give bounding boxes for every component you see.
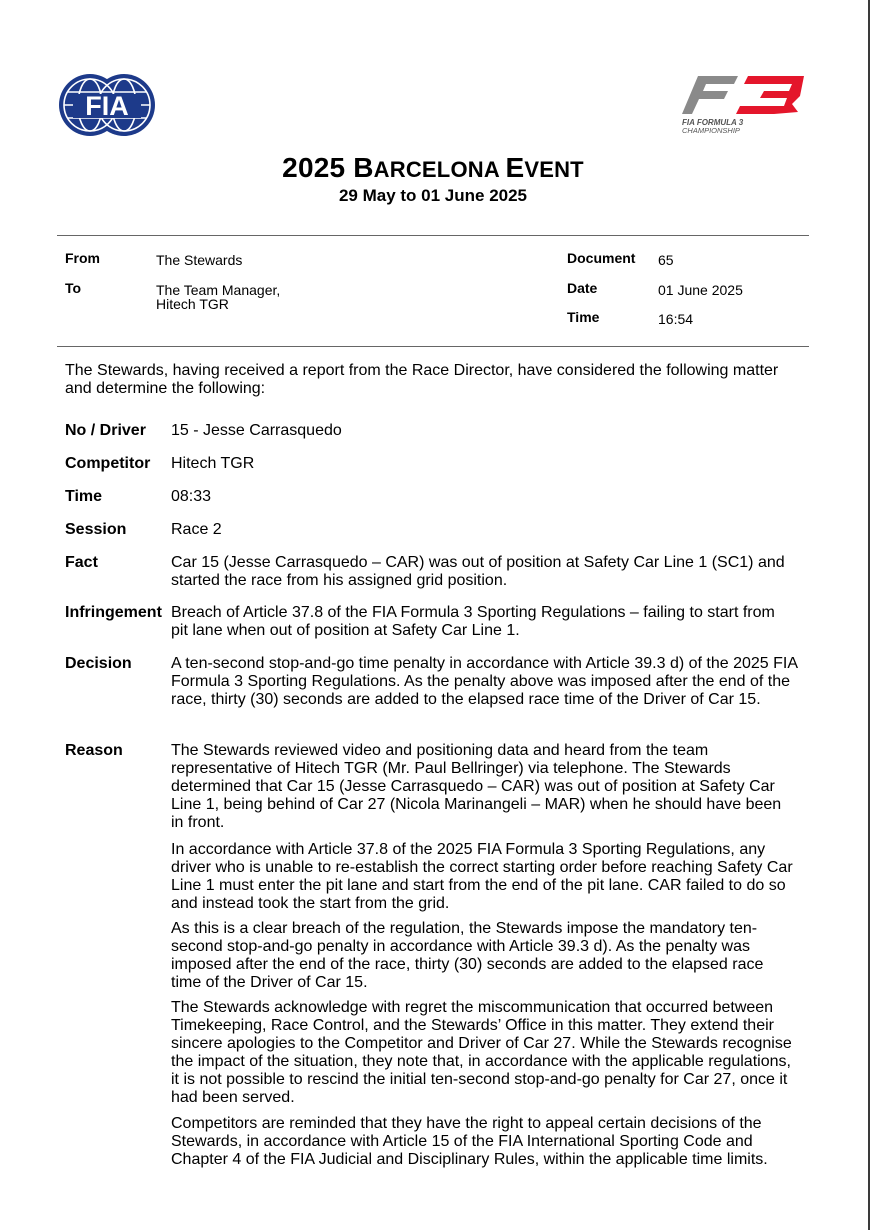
to-label: To [65,280,82,296]
document-value: 65 [658,252,674,268]
reason-paragraph-3: As this is a clear breach of the regulation, the Stewards impose the mandatory ten-second stop-and-go penalty in accordance with Article 39.3 d). As the penalty was imposed after the end of the race, thirty (30) seconds are added to the elapsed race time of the Driver of Car 15. [171,920,764,991]
date-value: 01 June 2025 [658,282,743,298]
incident-time-value: 08:33 [171,488,212,505]
f3-logo [676,74,808,134]
fia-logo-text: FIA [85,91,129,121]
fact-label: Fact [65,554,98,571]
title-initial-2: E [505,152,525,183]
decision-label: Decision [65,655,132,672]
date-label: Date [567,280,598,296]
time-value: 16:54 [658,311,694,327]
title-initial-1: B [353,152,374,183]
from-label: From [65,250,100,266]
driver-value: 15 - Jesse Carrasquedo [171,422,342,439]
divider-bottom [57,346,809,347]
f3-caption-line1: FIA FORMULA 3 [682,118,744,127]
from-value: The Stewards [156,252,243,268]
time-label: Time [567,309,600,325]
competitor-label: Competitor [65,455,151,472]
reason-paragraph-5: Competitors are reminded that they have the right to appeal certain decisions of the Stewards, in accordance with Article 15 of the FIA International Sporting Code and Chapter 4 of the FIA Judicial and Disciplinary Rules, within the applicable time limits. [171,1115,768,1168]
reason-paragraph-4: The Stewards acknowledge with regret the miscommunication that occurred between Timekeeping, Race Control, and the Stewards’ Office in this matter. They extend their sincere apologies to the Competitor and Driver of Car 27. While the Stewards recognise the impact of the situation, they note that, in accordance with the applicable regulations, it is not possible to rescind the initial ten-second stop-and-go penalty for Car 27, once it had been served. [171,999,792,1106]
to-value-line2: Hitech TGR [156,296,229,312]
reason-label: Reason [65,742,123,759]
reason-paragraph-2: In accordance with Article 37.8 of the 2025 FIA Formula 3 Sporting Regulations, any driver who is unable to re-establish the correct starting order before reaching Safety Car Line 1 must enter the pit lane and start from the end of the pit lane. CAR failed to do so and instead took the start from the grid. [171,841,793,912]
reason-paragraph-1: The Stewards reviewed video and positioning data and heard from the team representative of Hitech TGR (Mr. Paul Bellringer) via telephone. The Stewards determined that Car 15 (Jesse Carrasquedo – CAR) was out of position at Safety Car Line 1, being behind of Car 27 (Nicola Marinangeli – MAR) when he should have been in front. [171,742,782,831]
f3-caption-line2: CHAMPIONSHIP [682,126,740,134]
page-title [0,152,866,184]
to-value-line1: The Team Manager, [156,282,281,298]
driver-label: No / Driver [65,422,146,439]
infringement-label: Infringement [65,604,162,621]
title-rest-2: VENT [524,157,584,182]
fact-value: Car 15 (Jesse Carrasquedo – CAR) was out of position at Safety Car Line 1 (SC1) and started the race from his assigned grid position. [171,554,785,589]
session-value: Race 2 [171,521,222,538]
fia-logo [57,72,157,138]
session-label: Session [65,521,127,538]
infringement-value: Breach of Article 37.8 of the FIA Formula 3 Sporting Regulations – failing to start from pit lane when out of position at Safety Car Line 1. [171,604,775,639]
title-rest-1: ARCELONA [373,157,506,182]
page-subtitle: 29 May to 01 June 2025 [338,186,528,205]
title-year: 2025 [282,152,354,183]
divider-top [57,235,809,236]
intro-text: The Stewards, having received a report from the Race Director, have considered the following matter and determine the following: [65,362,779,397]
decision-value: A ten-second stop-and-go time penalty in accordance with Article 39.3 d) of the 2025 FIA Formula 3 Sporting Regulations. As the penalty above was imposed after the end of the race, thirty (30) seconds are added to the elapsed race time of the Driver of Car 15. [171,655,798,708]
document-label: Document [567,250,636,266]
incident-time-label: Time [65,488,103,505]
competitor-value: Hitech TGR [171,455,255,472]
